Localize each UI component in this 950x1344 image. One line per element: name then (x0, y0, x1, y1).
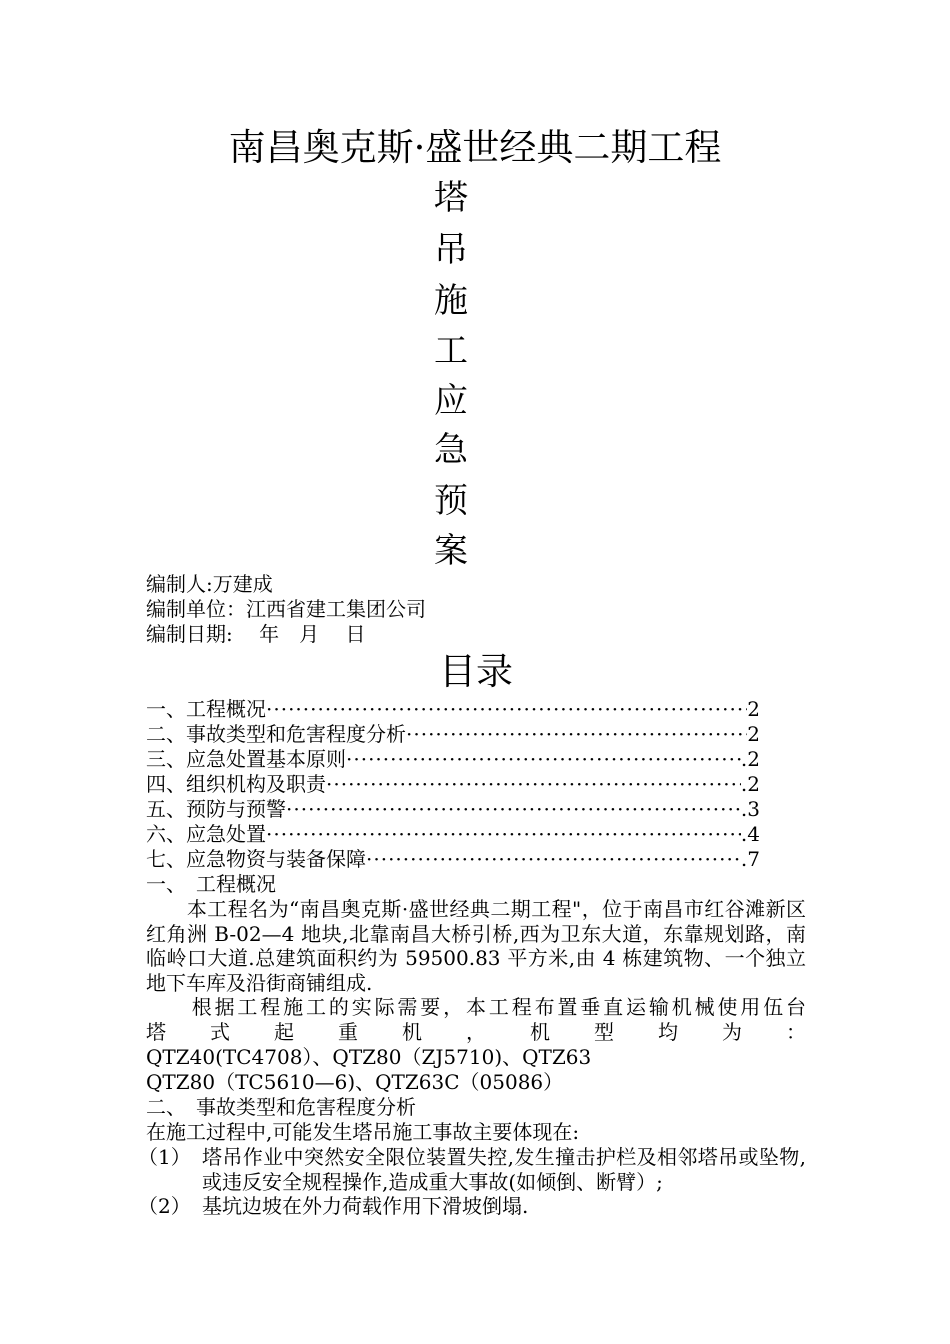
toc-title: 目录 (439, 650, 513, 693)
section1-heading: 一、 工程概况 (146, 872, 276, 896)
toc-item-label: 三、应急处置基本原则 (146, 747, 346, 771)
toc-item-label: 五、预防与预警 (146, 797, 286, 821)
toc-item-label: 四、组织机构及职责 (146, 772, 326, 796)
subtitle-char: 塔 (434, 178, 468, 218)
toc-leader (326, 772, 741, 797)
author-line: 编制人:万建成 (146, 572, 273, 596)
list-item-number: （1） (138, 1145, 191, 1169)
section1-paragraph: 本工程名为“南昌奥克斯·盛世经典二期工程"，位于南昌市红谷滩新区红角洲 B-02—4 地块,北靠南昌大桥引桥,西为卫东大道，东靠规划路，南临岭口大道.总建筑面积约为 59500.83 平方米,由 4 栋建筑物、一个独立地下车库及沿街商铺组成. (146, 897, 806, 995)
list-item (138, 1145, 806, 1194)
toc-leader (346, 747, 741, 772)
section1-paragraph-line: 根据工程施工的实际需要，本工程布置垂直运输机械使用伍台 (146, 995, 806, 1019)
toc-item[interactable] (146, 822, 760, 847)
subtitle-char: 工 (434, 331, 468, 371)
toc-leader (286, 797, 741, 822)
toc-item-page: .7 (740, 847, 760, 871)
toc-item-page: .2 (740, 747, 760, 771)
toc-item-page: 2 (747, 722, 760, 746)
toc-item-label: 六、应急处置 (146, 822, 266, 846)
crane-models-line: QTZ80（TC5610—6)、QTZ63C（05086） (146, 1070, 564, 1094)
subtitle-char: 施 (434, 281, 468, 321)
subtitle-char: 吊 (434, 230, 468, 270)
section2-heading: 二、 事故类型和危害程度分析 (146, 1095, 416, 1119)
toc-item-label: 二、事故类型和危害程度分析 (146, 722, 406, 746)
section2-intro: 在施工过程中,可能发生塔吊施工事故主要体现在: (146, 1120, 580, 1144)
subtitle-char: 预 (434, 481, 468, 521)
list-item-text: 基坑边坡在外力荷载作用下滑坡倒塌. (202, 1194, 529, 1218)
list-item (138, 1194, 806, 1219)
toc-leader (406, 722, 747, 747)
toc-item[interactable] (146, 747, 760, 772)
toc-item[interactable] (146, 772, 760, 797)
section1-paragraph-line: 塔 式 起 重 机 ， 机 型 均 为 ： (146, 1020, 806, 1044)
toc-item-page: .4 (740, 822, 760, 846)
toc-item[interactable] (146, 847, 760, 872)
unit-line: 编制单位：江西省建工集团公司 (146, 597, 426, 621)
toc-item[interactable] (146, 797, 760, 822)
crane-models-line: QTZ40(TC4708）、QTZ80（ZJ5710)、QTZ63 (146, 1045, 592, 1069)
toc-item-label: 一、工程概况 (146, 697, 266, 721)
subtitle-char: 案 (434, 531, 468, 571)
document-title: 南昌奥克斯·盛世经典二期工程 (228, 126, 722, 169)
toc-item-page: 2 (747, 697, 760, 721)
toc-item[interactable] (146, 722, 760, 747)
toc-item-page: .3 (740, 797, 760, 821)
toc-leader (266, 697, 747, 722)
subtitle-char: 应 (434, 381, 468, 421)
list-item-text: 塔吊作业中突然安全限位装置失控,发生撞击护栏及相邻塔吊或坠物,或违反安全规程操作,造成重大事故(如倾倒、断臂）; (202, 1145, 806, 1194)
toc-item-label: 七、应急物资与装备保障 (146, 847, 366, 871)
toc-item[interactable] (146, 697, 760, 722)
toc-leader (366, 847, 741, 872)
toc-leader (266, 822, 741, 847)
list-item-number: （2） (138, 1194, 191, 1218)
date-line: 编制日期: 年 月 日 (146, 622, 366, 646)
toc-item-page: .2 (740, 772, 760, 796)
subtitle-char: 急 (434, 430, 468, 470)
